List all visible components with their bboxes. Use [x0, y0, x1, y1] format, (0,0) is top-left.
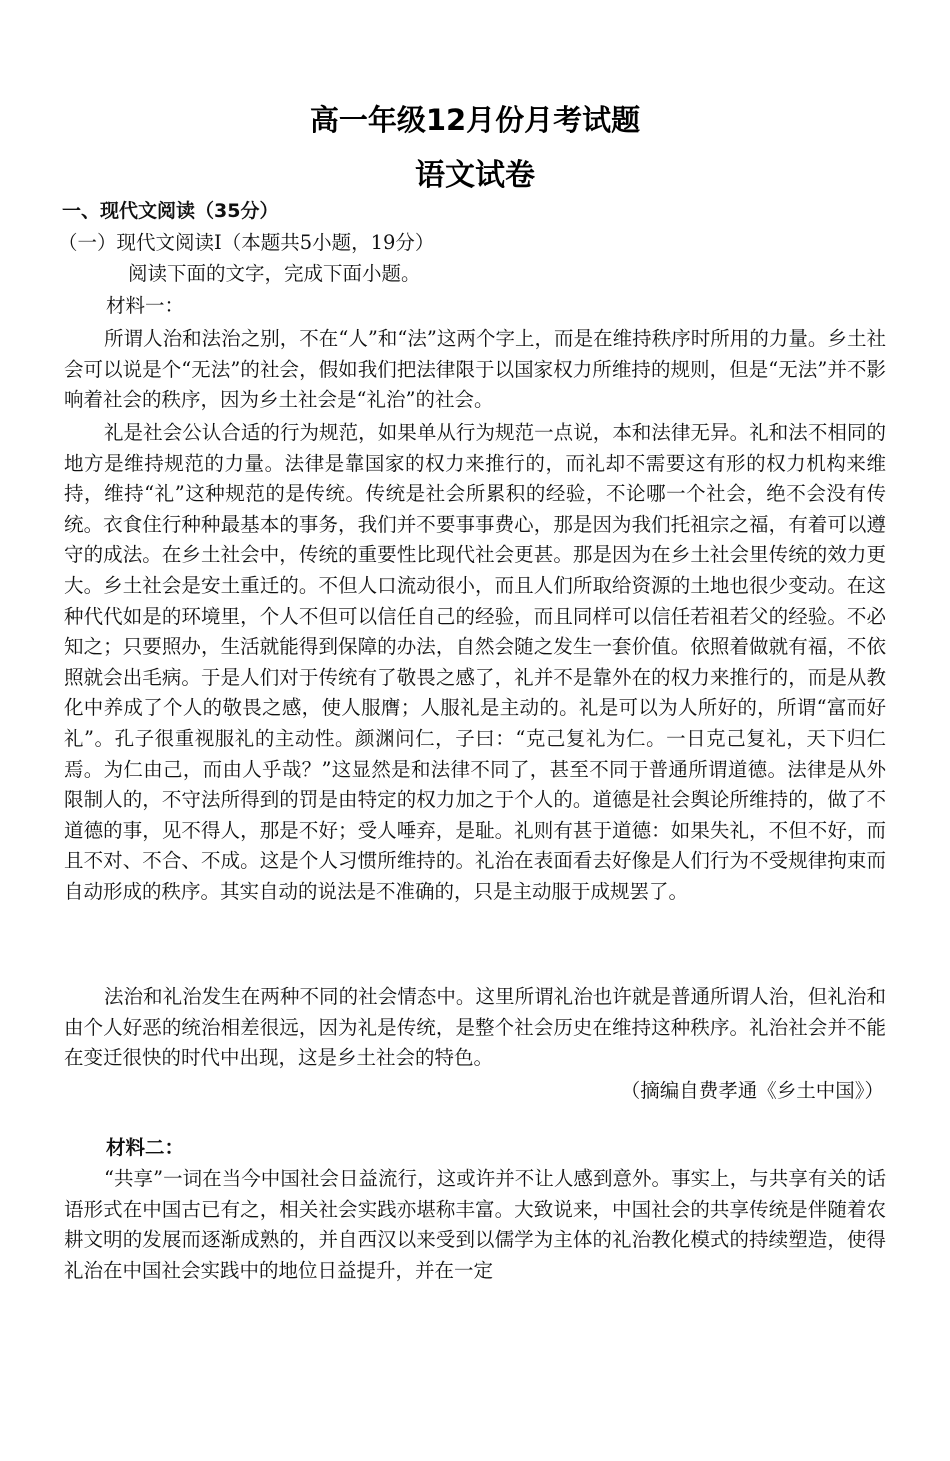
- material-one-label: 材料一：: [106, 294, 185, 317]
- material-one-source: （摘编自费孝通《乡土中国》）: [620, 1079, 884, 1102]
- instruction-text: 阅读下面的文字，完成下面小题。: [128, 262, 421, 285]
- section-heading: 一、现代文阅读（35分）: [62, 200, 279, 222]
- subsection-heading: （一）现代文阅读I（本题共5小题，19分）: [58, 231, 435, 254]
- page-subtitle: 语文试卷: [415, 158, 535, 193]
- material-one-paragraph-2: 礼是社会公认合适的行为规范，如果单从行为规范一点说，本和法律无异。礼和法不相同的地方是维持规范的力量。法律是靠国家的权力来推行的，而礼却不需要这有形的权力机构来维持，维持“礼”这种规范的是传统。传统是社会所累积的经验，不论哪一个社会，绝不会没有传统。衣食住行种种最基本的事务，我们并不要事事费心，那是因为我们托祖宗之福，有着可以遵守的成法。在乡土社会中，传统的重要性比现代社会更甚。那是因为在乡土社会里传统的效力更大。乡土社会是安土重迁的。不但人口流动很小，而且人们所取给资源的土地也很少变动。在这种代代如是的环境里，个人不但可以信任自己的经验，而且同样可以信任若祖若父的经验。不必知之；只要照办，生活就能得到保障的办法，自然会随之发生一套价值。依照着做就有福，不依照就会出毛病。于是人们对于传统有了敬畏之感了，礼并不是靠外在的权力来推行的，而是从教化中养成了个人的敬畏之感，使人服膺；人服礼是主动的。礼是可以为人所好的，所谓“富而好礼”。孔子很重视服礼的主动性。颜渊问仁，子曰：“克己复礼为仁。一日克己复礼，天下归仁焉。为仁由己，而由人乎哉？”这显然是和法律不同了，甚至不同于普通所谓道德。法律是从外限制人的，不守法所得到的罚是由特定的权力加之于个人的。道德是社会舆论所维持的，做了不道德的事，见不得人，那是不好；受人唾弃，是耻。礼则有甚于道德：如果失礼，不但不好，而且不对、不合、不成。这是个人习惯所维持的。礼治在表面看去好像是人们行为不受规律拘束而自动形成的秩序。其实自动的说法是不准确的，只是主动服于成规罢了。: [64, 421, 886, 903]
- material-two-paragraph-1: “共享”一词在当今中国社会日益流行，这或许并不让人感到意外。事实上，与共享有关的话语形式在中国古已有之，相关社会实践亦堪称丰富。大致说来，中国社会的共享传统是伴随着农耕文明的发展而逐渐成熟的，并自西汉以来受到以儒学为主体的礼治教化模式的持续塑造，使得礼治在中国社会实践中的地位日益提升，并在一定: [64, 1167, 886, 1282]
- material-one-paragraph-3: 法治和礼治发生在两种不同的社会情态中。这里所谓礼治也许就是普通所谓人治，但礼治和由个人好恶的统治相差很远，因为礼是传统，是整个社会历史在维持这种秩序。礼治社会并不能在变迁很快的时代中出现，这是乡土社会的特色。: [64, 985, 886, 1070]
- material-one-paragraph-1: 所谓人治和法治之别，不在“人”和“法”这两个字上，而是在维持秩序时所用的力量。乡土社会可以说是个“无法”的社会，假如我们把法律限于以国家权力所维持的规则，但是“无法”并不影响着社会的秩序，因为乡土社会是“礼治”的社会。: [64, 327, 886, 412]
- page-title: 高一年级12月份月考试题: [309, 103, 641, 137]
- material-two-label: 材料二：: [106, 1136, 185, 1159]
